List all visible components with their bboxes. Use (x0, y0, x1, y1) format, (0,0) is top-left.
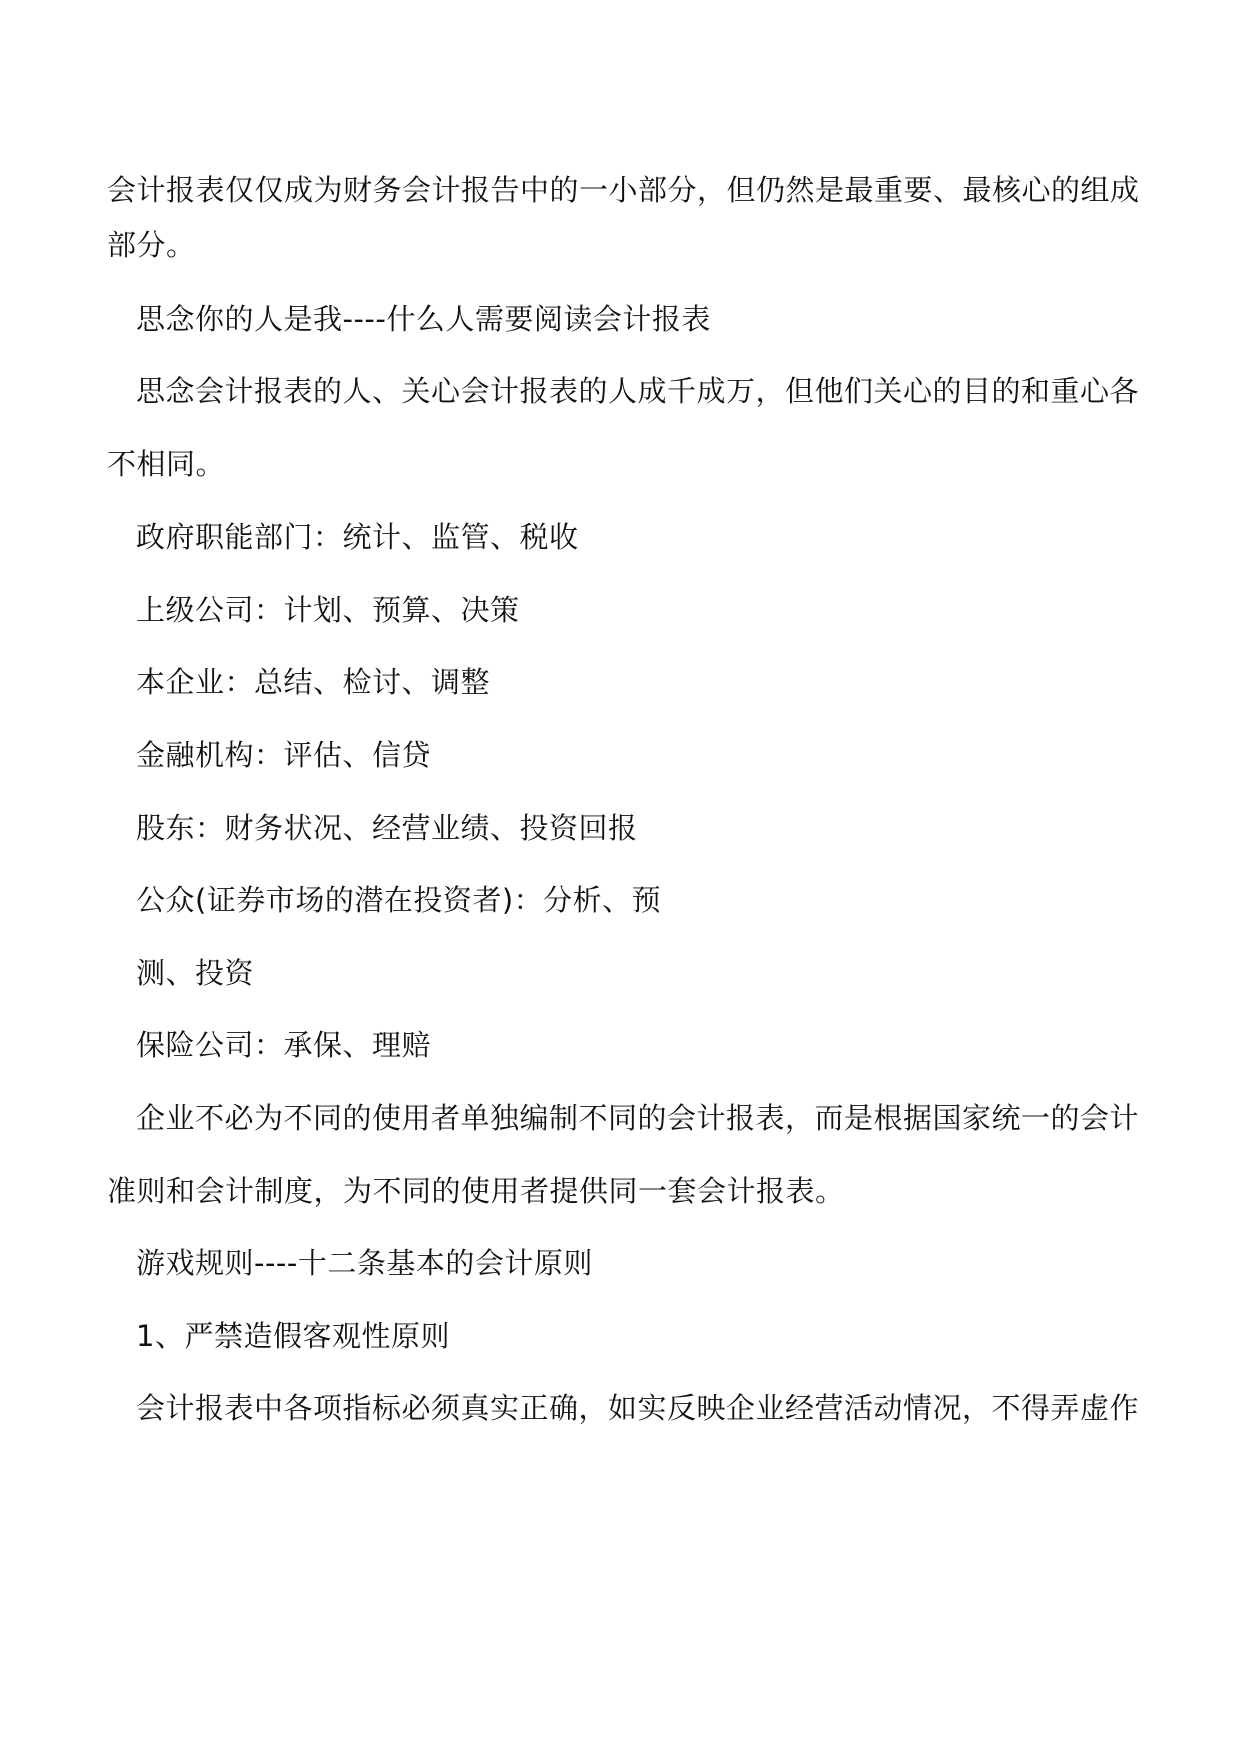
paragraph-line: 准则和会计制度，为不同的使用者提供同一套会计报表。 (107, 1174, 845, 1208)
list-item: 公众(证券市场的潜在投资者)：分析、预 (136, 883, 662, 917)
paragraph-line: 会计报表仅仅成为财务会计报告中的一小部分，但仍然是最重要、最核心的组成 (107, 173, 1140, 207)
paragraph-line: 会计报表中各项指标必须真实正确，如实反映企业经营活动情况，不得弄虚作 (136, 1391, 1140, 1425)
list-item: 本企业：总结、检讨、调整 (136, 665, 491, 699)
list-item: 股东：财务状况、经营业绩、投资回报 (136, 811, 638, 845)
section-heading: 游戏规则----十二条基本的会计原则 (136, 1246, 593, 1280)
list-item: 上级公司：计划、预算、决策 (136, 593, 520, 627)
numbered-heading: 1、严禁造假客观性原则 (136, 1319, 450, 1353)
paragraph-line: 不相同。 (107, 447, 226, 481)
paragraph-line: 企业不必为不同的使用者单独编制不同的会计报表，而是根据国家统一的会计 (136, 1101, 1140, 1135)
list-item: 保险公司：承保、理赔 (136, 1028, 432, 1062)
list-item: 政府职能部门：统计、监管、税收 (136, 520, 579, 554)
list-item: 测、投资 (136, 956, 255, 990)
list-item: 金融机构：评估、信贷 (136, 738, 432, 772)
section-heading: 思念你的人是我----什么人需要阅读会计报表 (136, 302, 711, 336)
paragraph-line: 思念会计报表的人、关心会计报表的人成千成万，但他们关心的目的和重心各 (136, 374, 1140, 408)
paragraph-line: 部分。 (107, 228, 196, 262)
